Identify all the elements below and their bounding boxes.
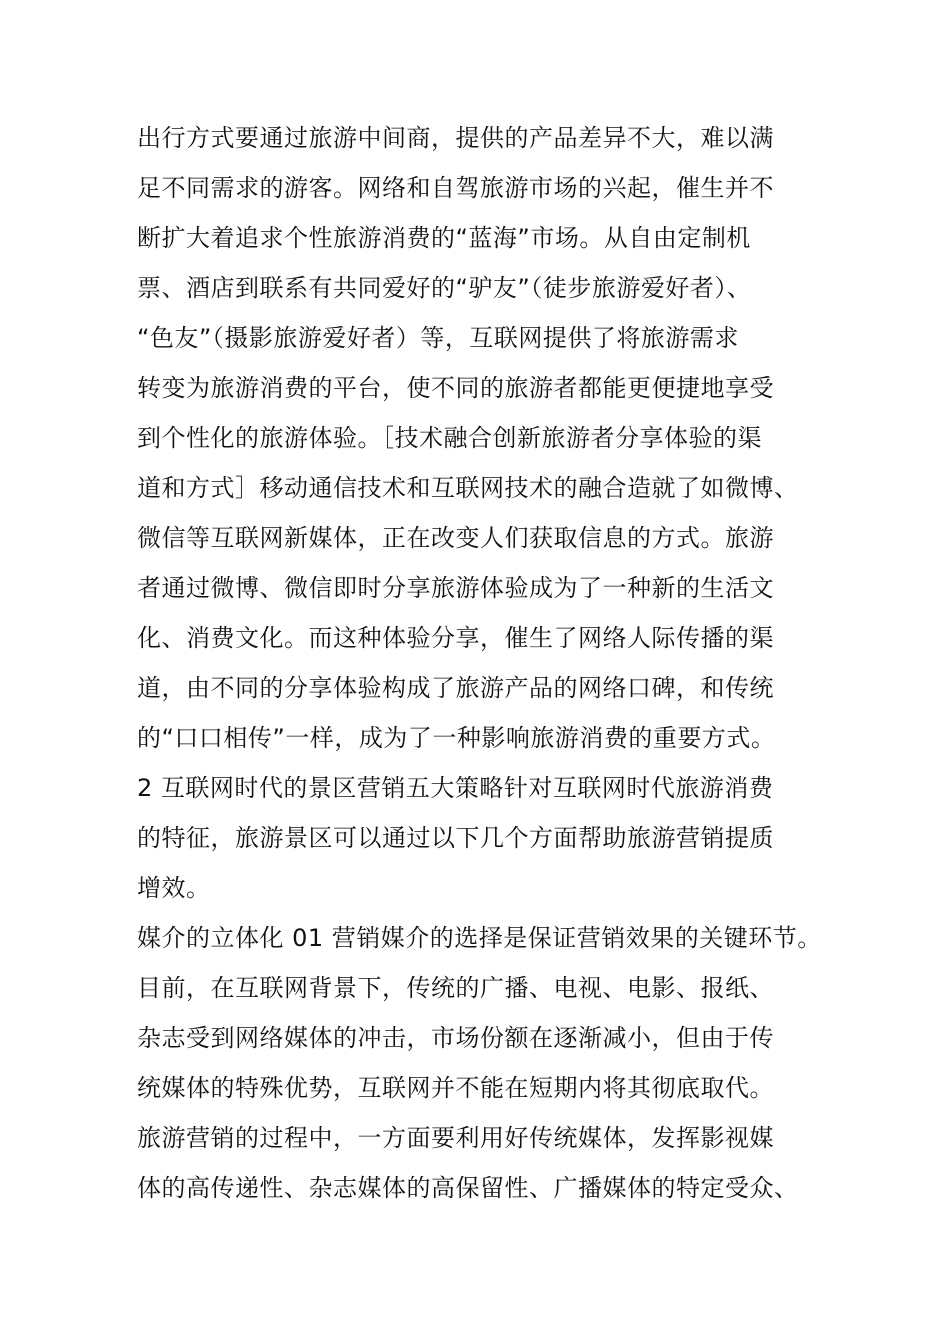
text-line: 出行方式要通过旅游中间商，提供的产品差异不大，难以满 <box>137 124 774 152</box>
text-line: 旅游营销的过程中，一方面要利用好传统媒体，发挥影视媒 <box>137 1124 774 1152</box>
text-line: 2 互联网时代的景区营销五大策略针对互联网时代旅游消费 <box>137 774 774 802</box>
text-line: 票、酒店到联系有共同爱好的“驴友”（徒步旅游爱好者）、 <box>137 274 752 302</box>
text-line: 的“口口相传”一样，成为了一种影响旅游消费的重要方式。 <box>137 724 776 752</box>
text-line: 转变为旅游消费的平台，使不同的旅游者都能更便捷地享受 <box>137 374 774 402</box>
text-line: 统媒体的特殊优势，互联网并不能在短期内将其彻底取代。 <box>137 1074 774 1102</box>
text-line: 杂志受到网络媒体的冲击，市场份额在逐渐减小，但由于传 <box>137 1024 774 1052</box>
text-line: 体的高传递性、杂志媒体的高保留性、广播媒体的特定受众、 <box>137 1174 799 1202</box>
text-line: 增效。 <box>137 874 211 902</box>
text-line: 到个性化的旅游体验。［技术融合创新旅游者分享体验的渠 <box>137 424 762 452</box>
text-line: 道，由不同的分享体验构成了旅游产品的网络口碑，和传统 <box>137 674 774 702</box>
text-line: 者通过微博、微信即时分享旅游体验成为了一种新的生活文 <box>137 574 774 602</box>
text-line: 足不同需求的游客。网络和自驾旅游市场的兴起，催生并不 <box>137 174 774 202</box>
text-line: 目前，在互联网背景下，传统的广播、电视、电影、报纸、 <box>137 974 774 1002</box>
text-line: 道和方式］移动通信技术和互联网技术的融合造就了如微博、 <box>137 474 799 502</box>
text-line: 微信等互联网新媒体，正在改变人们获取信息的方式。旅游 <box>137 524 774 552</box>
text-line: 的特征，旅游景区可以通过以下几个方面帮助旅游营销提质 <box>137 824 774 852</box>
text-line: “色友”（摄影旅游爱好者）等，互联网提供了将旅游需求 <box>137 324 739 352</box>
text-line: 媒介的立体化 01 营销媒介的选择是保证营销效果的关键环节。 <box>137 924 822 952</box>
body-text <box>137 113 857 1213</box>
text-line: 化、消费文化。而这种体验分享，催生了网络人际传播的渠 <box>137 624 774 652</box>
text-line: 断扩大着追求个性旅游消费的“蓝海”市场。从自由定制机 <box>137 224 751 252</box>
